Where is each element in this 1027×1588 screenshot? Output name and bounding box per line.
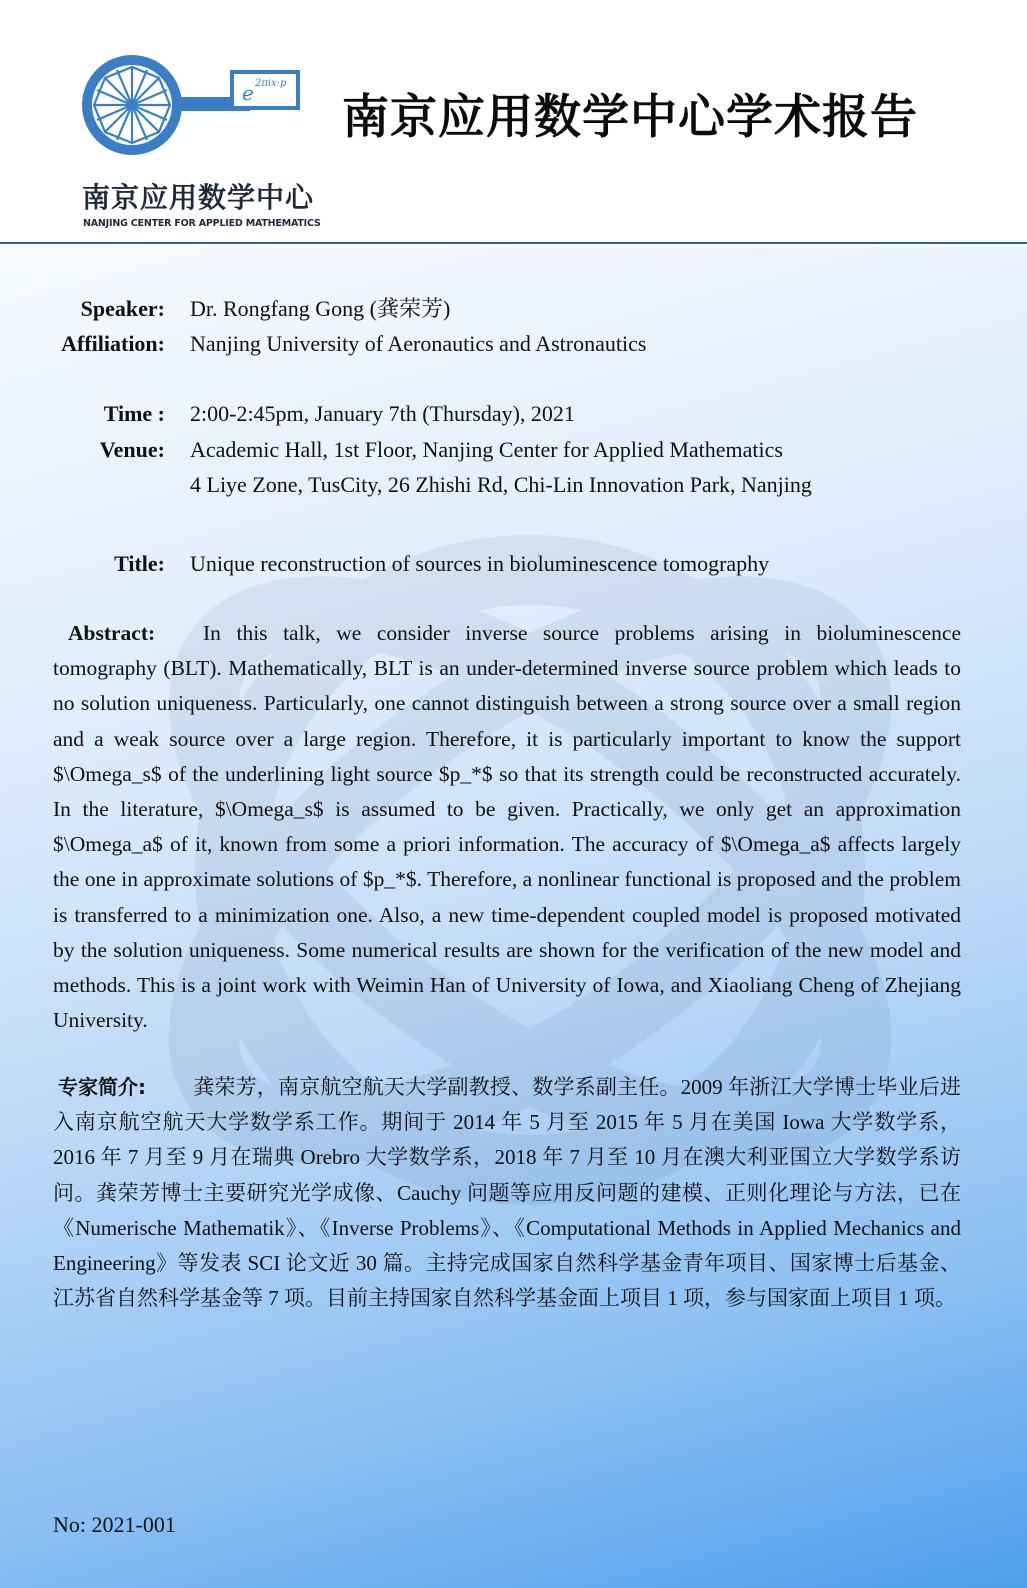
- logo-chinese-name: 南京应用数学中心: [82, 181, 315, 214]
- affiliation-value: Nanjing University of Aeronautics and Astronautics: [190, 331, 647, 356]
- venue-line2: 4 Liye Zone, TusCity, 26 Zhishi Rd, Chi-Lin Innovation Park, Nanjing: [190, 472, 812, 497]
- bio-label: 专家简介:: [58, 1075, 146, 1099]
- speaker-value: Dr. Rongfang Gong (龚荣芳): [190, 296, 451, 321]
- center-logo: [80, 50, 305, 170]
- logo-english-name: NANJING CENTER FOR APPLIED MATHEMATICS: [83, 218, 321, 229]
- time-value: 2:00-2:45pm, January 7th (Thursday), 2021: [190, 401, 575, 426]
- bio-text: 龚荣芳，南京航空航天大学副教授、数学系副主任。2009 年浙江大学博士毕业后进入南京航空航天大学数学系工作。期间于 2014 年 5 月至 2015 年 5 月在美国 Iowa 大学数学系，2016 年 7 月至 9 月在瑞典 Orebro 大学数学系，2018 年 7 月至 10 月在澳大利亚国立大学数学系访问。龚荣芳博士主要研究光学成像、Cauchy 问题等应用反问题的建模、正则化理论与方法，已在《Numerische Mathematik》、《Inverse Problems》、《Computational Methods in Applied Mechanics and Engineering》等发表 SCI 论文近 30 篇。主持完成国家自然科学基金青年项目、国家博士后基金、江苏省自然科学基金等 7 项。目前主持国家自然科学基金面上项目 1 项，参与国家面上项目 1 项。: [53, 1075, 961, 1311]
- abstract-block: [53, 616, 961, 1038]
- speaker-label: Speaker:: [80, 296, 165, 321]
- venue-line1: Academic Hall, 1st Floor, Nanjing Center for Applied Mathematics: [190, 437, 783, 462]
- time-label: Time :: [103, 401, 165, 426]
- abstract-text: In this talk, we consider inverse source problems arising in bioluminescence tomography (BLT). Mathematically, BLT is an under-determined inverse source problem which leads to no solution uniqueness. Particularly, one cannot distinguish between a strong source over a small region and a weak source over a large region. Therefore, it is particularly important to know the support $\Omega_s$ of the underlining light source $p_*$ so that its strength could be reconstructed accurately. In the literature, $\Omega_s$ is assumed to be given. Practically, we only get an approximation $\Omega_a$ of it, known from some a priori information. The accuracy of $\Omega_a$ affects largely the one in approximate solutions of $p_*$. Therefore, a nonlinear functional is proposed and the problem is transferred to a minimization one. Also, a new time-dependent coupled model is proposed motivated by the solution uniqueness. Some numerical results are shown for the verification of the new model and methods. This is a joint work with Weimin Han of University of Iowa, and Xiaoliang Cheng of Zhejiang University.: [53, 621, 961, 1033]
- bio-block: [53, 1070, 961, 1316]
- talk-title-label: Title:: [114, 551, 165, 576]
- header-divider: [0, 242, 1027, 244]
- svg-text:e: e: [242, 81, 254, 105]
- abstract-label: Abstract:: [68, 621, 156, 645]
- report-number: No: 2021-001: [53, 1512, 176, 1537]
- venue-label: Venue:: [99, 437, 165, 462]
- page-title: 南京应用数学中心学术报告: [342, 90, 918, 145]
- affiliation-label: Affiliation:: [61, 331, 165, 356]
- header: [0, 0, 1027, 247]
- svg-text:2πix·p: 2πix·p: [255, 78, 287, 89]
- talk-title-value: Unique reconstruction of sources in bioluminescence tomography: [190, 551, 770, 576]
